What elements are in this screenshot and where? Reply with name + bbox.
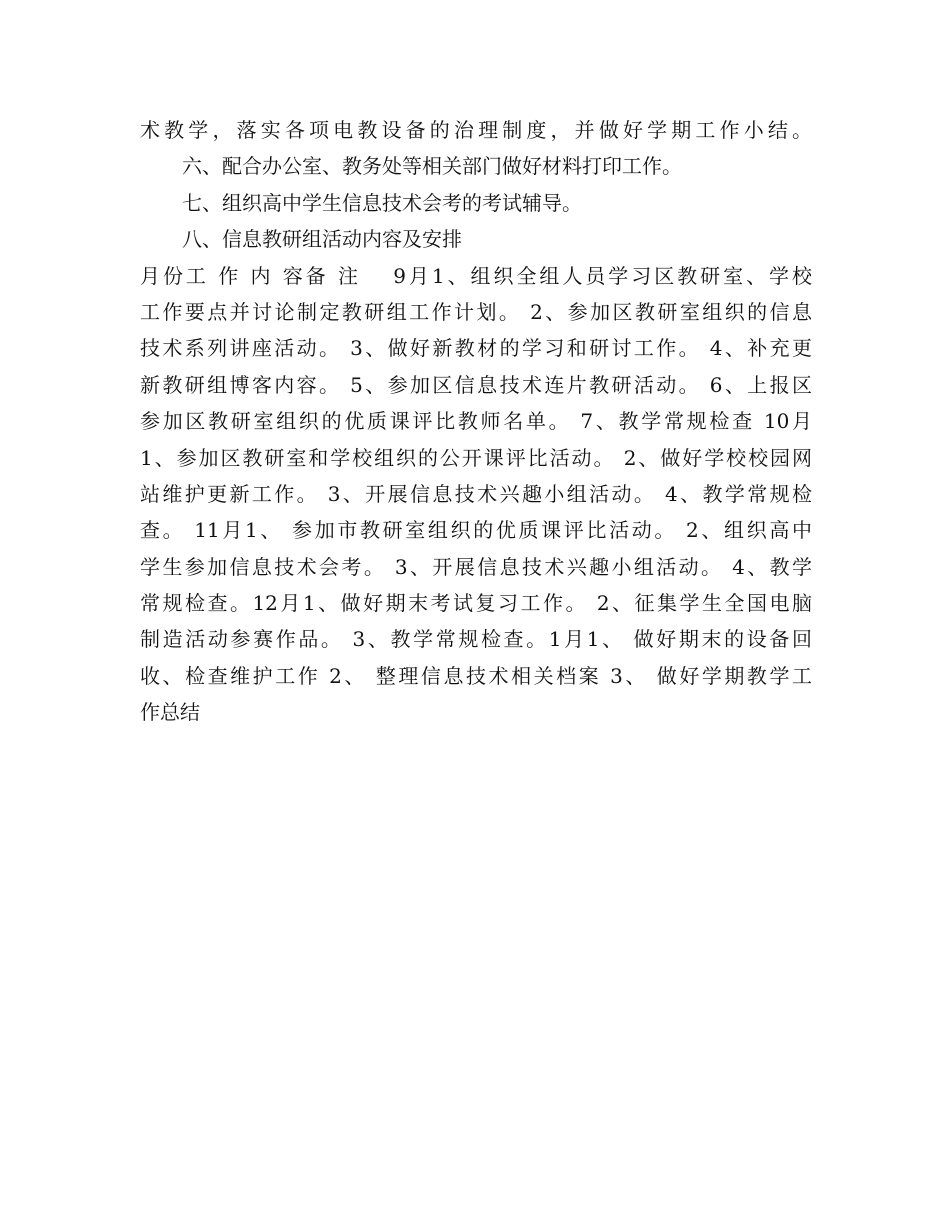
text-line-continuation: 术教学，落实各项电教设备的治理制度，并做好学期工作小结。: [140, 118, 812, 142]
schedule-text-line: 1、参加区教研室和学校组织的公开课评比活动。 2、做好学校校园网: [140, 445, 812, 470]
schedule-text-line: 常规检查。12月1、做好期末考试复习工作。 2、征集学生全国电脑: [140, 591, 812, 616]
list-item-8-heading: 八、信息教研组活动内容及安排: [182, 227, 462, 252]
schedule-text-line: 查。 11月1、 参加市教研室组织的优质课评比活动。 2、组织高中: [140, 518, 812, 543]
schedule-text-line: 学生参加信息技术会考。 3、开展信息技术兴趣小组活动。 4、教学: [140, 554, 812, 579]
schedule-text-line: 月份工 作 内 容备 注 9月1、组织全组人员学习区教研室、学校: [140, 263, 812, 288]
document-body: [140, 112, 812, 731]
schedule-text-line: 技术系列讲座活动。 3、做好新教材的学习和研讨工作。 4、补充更: [140, 336, 812, 361]
schedule-text-line: 制造活动参赛作品。 3、教学常规检查。1月1、 做好期末的设备回: [140, 627, 812, 652]
schedule-text-line: 站维护更新工作。 3、开展信息技术兴趣小组活动。 4、教学常规检: [140, 481, 812, 506]
list-item-6: 六、配合办公室、教务处等相关部门做好材料打印工作。: [182, 154, 682, 179]
schedule-text-line: 新教研组博客内容。 5、参加区信息技术连片教研活动。 6、上报区: [140, 372, 812, 397]
schedule-text-line-last: 作总结: [140, 700, 200, 725]
schedule-text-line: 工作要点并讨论制定教研组工作计划。 2、参加区教研室组织的信息: [140, 299, 812, 324]
schedule-text-line: 收、检查维护工作 2、 整理信息技术相关档案 3、 做好学期教学工: [140, 663, 812, 688]
schedule-text-line: 参加区教研室组织的优质课评比教师名单。 7、教学常规检查 10月: [140, 409, 812, 434]
list-item-7: 七、组织高中学生信息技术会考的考试辅导。: [182, 190, 582, 215]
